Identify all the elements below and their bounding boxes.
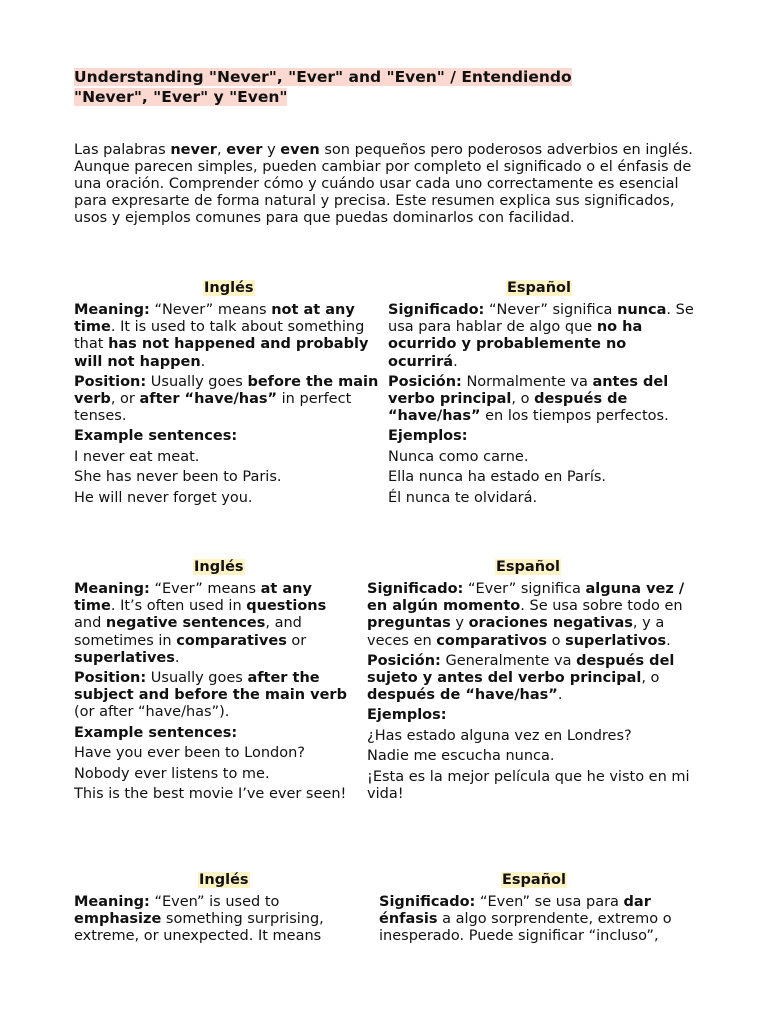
intro-text: son pequeños pero poderosos adverbios en inglés. Aunque parecen simples, pueden cambiar por completo el significado o el énfasis de una oración. Comprender cómo y cuándo usar cada uno correctamente es esencial para expresarte de forma natural y precisa. Este resumen explica sus significados, usos y ejemplos comunes para que puedas dominarlos con facilidad. (74, 142, 693, 226)
meaning-label: Meaning: (74, 581, 150, 597)
intro-text: , (216, 142, 227, 158)
position-text: Normalmente va (461, 373, 593, 390)
example-sentence: ¿Has estado alguna vez en Londres? (367, 727, 632, 744)
meaning-paragraph (379, 894, 694, 946)
meaning-text: and (74, 615, 106, 632)
header-label: Inglés (204, 280, 254, 296)
meaning-label: Significado: (379, 894, 476, 910)
meaning-emphasis: emphasize (74, 911, 162, 928)
meaning-text: . Se usa para hablar de algo que (388, 302, 694, 336)
meaning-paragraph (388, 302, 698, 371)
example-sentence: ¡Esta es la mejor película que he visto en mi vida! (367, 769, 690, 803)
never-english-column (74, 280, 379, 511)
even-english-column (74, 872, 354, 949)
position-emphasis: después de “have/has” (367, 687, 558, 704)
meaning-emphasis: comparativos (436, 632, 547, 649)
meaning-label: Meaning: (74, 302, 150, 318)
example-sentence: Ella nunca ha estado en París. (388, 469, 607, 486)
meaning-text: . (200, 353, 206, 370)
position-emphasis: antes del verbo principal (388, 373, 669, 408)
column-header (74, 872, 354, 892)
header-label: Español (502, 872, 566, 888)
meaning-emphasis: questions (246, 598, 327, 615)
example-sentence: She has never been to Paris. (74, 469, 282, 486)
meaning-emphasis: negative sentences (105, 615, 266, 632)
meaning-label: Significado: (367, 581, 464, 597)
example-sentence: Nadie me escucha nunca. (367, 748, 555, 765)
meaning-text: , y a veces en (367, 615, 665, 649)
meaning-paragraph (367, 581, 694, 650)
position-label: Posición: (388, 373, 462, 390)
column-header (379, 872, 694, 892)
position-text: . (557, 687, 563, 704)
header-label: Inglés (194, 559, 244, 575)
meaning-text: , and sometimes in (74, 615, 302, 649)
meaning-text: “Never” significa (484, 302, 618, 318)
example-sentence: Nunca como carne. (388, 448, 529, 465)
position-text: , o (511, 391, 535, 408)
position-emphasis: después de “have/has” (388, 391, 628, 425)
meaning-text: . (666, 632, 671, 649)
ever-english-column (74, 559, 354, 807)
column-header (367, 559, 694, 579)
position-text: , o (641, 670, 660, 687)
meaning-text: . (174, 649, 180, 666)
intro-paragraph (74, 142, 694, 227)
meaning-label: Meaning: (74, 894, 150, 910)
position-label: Position: (74, 670, 147, 687)
meaning-emphasis: comparatives (176, 632, 287, 649)
position-paragraph (388, 374, 698, 426)
meaning-text: something surprising, extreme, or unexpected. It means (74, 911, 324, 945)
intro-word-never: never (170, 142, 217, 158)
meaning-text: y (450, 615, 469, 632)
position-paragraph (74, 670, 354, 722)
meaning-text: “Ever” significa (463, 581, 586, 597)
example-sentence: Nobody ever listens to me. (74, 765, 270, 782)
position-text: , or (110, 391, 140, 408)
examples-label: Example sentences: (74, 428, 238, 445)
meaning-text: . It’s often used in (110, 598, 247, 615)
position-emphasis: before the main verb (74, 373, 379, 408)
meaning-text: . (453, 353, 458, 370)
meaning-label: Significado: (388, 302, 485, 318)
meaning-emphasis: superlatives (74, 649, 175, 666)
meaning-text: . It is used to talk about something that (74, 319, 365, 353)
column-header (388, 280, 698, 300)
header-label: Inglés (199, 872, 249, 888)
position-text: (or after “have/has”). (74, 704, 230, 721)
meaning-emphasis: alguna vez / en algún momento (367, 581, 685, 615)
intro-word-even: even (280, 142, 320, 158)
document-title (74, 67, 634, 107)
meaning-paragraph (74, 581, 354, 667)
examples-label: Ejemplos: (367, 707, 447, 724)
position-paragraph (74, 374, 379, 426)
meaning-text: o (547, 632, 566, 649)
position-emphasis: after the subject and before the main verb (74, 670, 347, 704)
position-emphasis: after “have/has” (139, 391, 278, 408)
examples-label: Example sentences: (74, 724, 238, 741)
meaning-text: or (286, 632, 307, 649)
meaning-emphasis: oraciones negativas (468, 615, 633, 632)
meaning-emphasis: preguntas (367, 615, 451, 632)
meaning-text: “Even” se usa para (475, 894, 624, 910)
meaning-emphasis: dar énfasis (379, 894, 651, 928)
header-label: Español (507, 280, 571, 296)
position-text: en los tiempos perfectos. (480, 408, 669, 425)
meaning-emphasis: has not happened and probably will not happen (74, 336, 369, 370)
meaning-text: a algo sorprendente, extremo o inesperado. Puede significar “incluso”, (379, 911, 672, 945)
position-label: Posición: (367, 652, 441, 669)
meaning-emphasis: superlativos (565, 632, 667, 649)
meaning-emphasis: not at any time (74, 302, 355, 336)
ever-spanish-column (367, 559, 694, 807)
example-sentence: This is the best movie I’ve ever seen! (74, 786, 347, 803)
position-emphasis: después del sujeto y antes del verbo principal (367, 652, 675, 687)
title-highlight: Understanding "Never", "Ever" and "Even" / Entendiendo "Never", "Ever" y "Even" (74, 68, 572, 106)
meaning-paragraph (74, 302, 379, 371)
example-sentence: Él nunca te olvidará. (388, 490, 538, 507)
meaning-text: “Even” is used to (149, 894, 280, 910)
example-sentence: Have you ever been to London? (74, 744, 306, 761)
even-spanish-column (379, 872, 694, 949)
column-header (74, 280, 379, 300)
example-sentence: He will never forget you. (74, 490, 253, 507)
meaning-text: “Ever” means (149, 581, 261, 597)
example-sentence: I never eat meat. (74, 448, 200, 465)
meaning-emphasis: at any time (74, 581, 312, 615)
position-text: Usually goes (146, 373, 248, 390)
intro-word-ever: ever (226, 142, 263, 158)
meaning-text: . Se usa sobre todo en (520, 598, 683, 615)
column-header (74, 559, 354, 579)
meaning-paragraph (74, 894, 354, 946)
position-label: Position: (74, 373, 147, 390)
position-text: in perfect tenses. (74, 391, 352, 425)
meaning-text: “Never” means (149, 302, 272, 318)
examples-label: Ejemplos: (388, 428, 468, 445)
meaning-emphasis: no ha ocurrido y probablemente no ocurrirá (388, 319, 643, 370)
position-text: Usually goes (146, 670, 248, 687)
position-paragraph (367, 653, 694, 705)
intro-text: y (262, 142, 281, 158)
meaning-emphasis: nunca (617, 302, 667, 318)
header-label: Español (496, 559, 560, 575)
intro-text: Las palabras (74, 142, 171, 158)
position-text: Generalmente va (440, 652, 577, 669)
never-spanish-column (388, 280, 698, 511)
